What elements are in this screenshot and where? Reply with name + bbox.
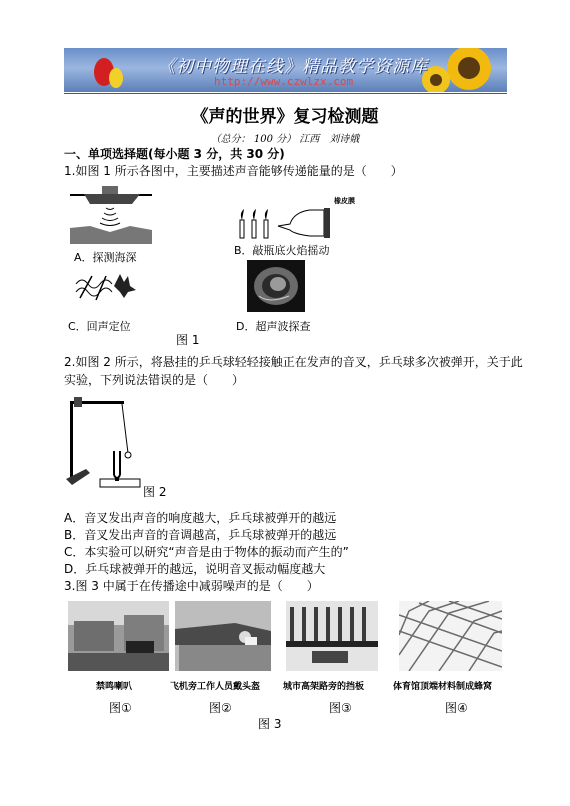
banner-title: 《初中物理在线》精品教学资源库 [158, 57, 428, 77]
figure-3-photo-4 [399, 601, 502, 671]
figure-3-caption-1: 禁鸣喇叭 [96, 682, 133, 692]
figure-1c-bat-echo [70, 266, 138, 306]
question-1-text: 1.如图 1 所示各图中，主要描述声音能够传递能量的是（ ） [64, 164, 403, 178]
figure-2-label: 图 2 [143, 485, 167, 499]
figure-3-photo-2 [175, 601, 271, 671]
q2-option-a: A．音叉发出声音的响度越大，乒乓球被弹开的越远 [64, 511, 337, 525]
figure-3-photo-3 [286, 601, 378, 671]
figure-2-tuning-fork [64, 393, 146, 493]
figure-3-label: 图 3 [258, 717, 282, 731]
figure-3-label-2: 图② [209, 701, 232, 715]
q2-option-b: B．音叉发出声音的音调越高，乒乓球被弹开的越远 [64, 528, 337, 542]
q2-option-c: C．本实验可以研究“声音是由于物体的振动而产生的” [64, 545, 349, 559]
page-title: 《声的世界》复习检测题 [191, 107, 379, 127]
q1-option-d: D．超声波探查 [236, 320, 311, 333]
figure-1-label: 图 1 [176, 333, 200, 347]
figure-3-photo-1 [68, 601, 169, 671]
figure-3-caption-4: 体育馆顶端材料制成蜂窝 [393, 682, 493, 692]
bottle-membrane-label: 橡皮膜 [334, 197, 355, 205]
banner-url[interactable]: http://www.czwlzx.com [214, 75, 354, 88]
section-heading: 一、单项选择题(每小题 3 分，共 30 分) [64, 147, 285, 161]
q2-option-d: D．乒乓球被弹开的越远，说明音叉振动幅度越大 [64, 562, 326, 576]
figure-3-label-1: 图① [109, 701, 132, 715]
figure-1d-ultrasound [247, 260, 305, 312]
figure-3-caption-3: 城市高架路旁的挡板 [283, 682, 365, 692]
figure-3-caption-2: 飞机旁工作人员戴头盔 [170, 682, 261, 692]
header-banner [64, 48, 507, 92]
sunflower-icon [422, 48, 491, 92]
q1-option-b: B．敲瓶底火焰摇动 [234, 244, 330, 257]
figure-3-label-4: 图④ [445, 701, 468, 715]
question-2-line-2: 实验，下列说法错误的是（ ） [64, 373, 245, 387]
logo-yellow-leaf [109, 68, 123, 88]
document-meta: （总分： 100 分） 江西 刘诗娥 [210, 134, 360, 145]
figure-1a-ship-sonar [70, 186, 152, 244]
figure-3-label-3: 图③ [329, 701, 352, 715]
banner-divider [64, 93, 507, 94]
q1-option-c: C．回声定位 [68, 320, 131, 333]
q1-option-a: A．探测海深 [74, 251, 137, 264]
question-3-text: 3.图 3 中属于在传播途中减弱噪声的是（ ） [64, 579, 319, 593]
question-2-line-1: 2.如图 2 所示，将悬挂的乒乓球轻轻接触正在发声的音叉，乒乓球多次被弹开，关于此 [64, 355, 523, 369]
